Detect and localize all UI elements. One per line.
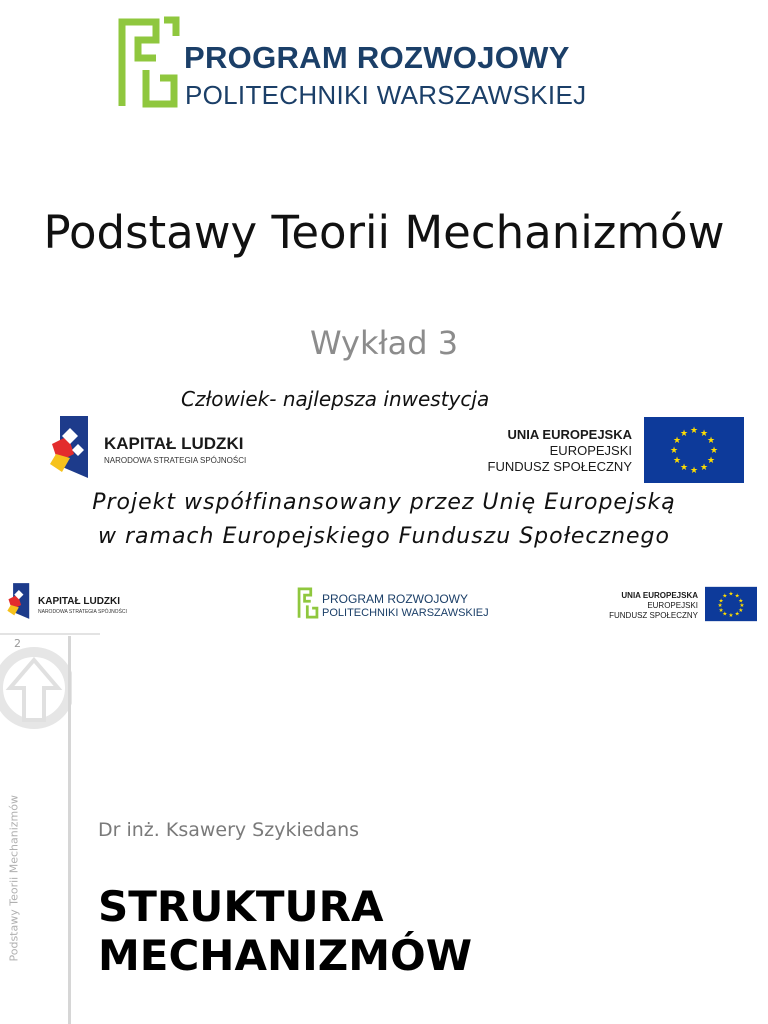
presentation-title: Podstawy Teorii Mechanizmów [43,206,725,259]
program-logo-small-line1: PROGRAM ROZWOJOWY [322,592,468,606]
svg-text:★: ★ [717,603,723,610]
svg-text:★: ★ [718,598,724,605]
svg-text:★: ★ [669,446,679,456]
eu-flag-icon [644,417,744,483]
svg-text:★: ★ [706,436,716,446]
program-logo-line1: PROGRAM ROZWOJOWY [184,40,570,75]
slide-heading-line1: STRUKTURA [98,882,384,931]
program-logo-small-line2: POLITECHNIKI WARSZAWSKIEJ [322,607,489,619]
svg-text:★: ★ [679,429,689,439]
svg-text:★: ★ [734,593,740,600]
kapital-ludzki-icon [48,414,96,480]
vertical-rule [68,636,71,1024]
kapital-ludzki-small-subtitle: NARODOWA STRATEGIA SPÓJNOŚCI [38,609,127,615]
svg-text:★: ★ [718,607,724,614]
side-course-title: Podstawy Teorii Mechanizmów [7,795,21,962]
svg-text:★: ★ [722,611,728,618]
svg-text:★: ★ [722,593,728,600]
ue-line3: FUNDUSZ SPOŁECZNY [487,459,632,474]
ue-small-line3: FUNDUSZ SPOŁECZNY [609,611,698,620]
eu-flag-small-icon [705,586,757,622]
slide-heading-line2: MECHANIZMÓW [98,931,473,980]
kapital-ludzki-small-title: KAPITAŁ LUDZKI [38,596,121,607]
page-number: 2 [14,637,21,650]
arrow-watermark-icon [0,636,72,746]
svg-text:★: ★ [679,463,689,473]
slogan: Człowiek- najlepsza inwestycja [181,387,490,411]
program-logo-line2: POLITECHNIKI WARSZAWSKIEJ [185,80,587,110]
kapital-ludzki-subtitle: NARODOWA STRATEGIA SPÓJNOŚCI [104,456,247,465]
svg-text:★: ★ [739,603,745,610]
svg-text:★: ★ [699,429,709,439]
svg-text:★: ★ [699,463,709,473]
svg-text:★: ★ [706,456,716,466]
project-line-1: Projekt współfinansowany przez Unię Europejską [92,490,676,515]
author-name: Dr inż. Ksawery Szykiedans [98,819,360,841]
svg-text:★: ★ [728,591,734,598]
slide-heading [98,882,472,980]
svg-text:★: ★ [672,456,682,466]
kapital-ludzki-title: KAPITAŁ LUDZKI [104,434,244,453]
svg-text:★: ★ [689,426,699,436]
ue-line1: UNIA EUROPEJSKA [507,427,632,442]
lecture-number: Wykład 3 [309,324,459,362]
svg-text:★: ★ [728,613,734,619]
program-logo-icon [116,16,180,110]
ue-line2: EUROPEJSKI [549,443,632,458]
svg-text:★: ★ [734,611,740,618]
program-logo-small-icon [297,586,319,620]
svg-text:★: ★ [738,607,744,614]
ue-small-line1: UNIA EUROPEJSKA [621,591,698,600]
svg-text:★: ★ [709,446,719,456]
svg-text:★: ★ [689,466,699,476]
slide-divider [0,633,100,635]
svg-text:★: ★ [738,598,744,605]
svg-text:★: ★ [672,436,682,446]
project-line-2: w ramach Europejskiego Funduszu Społecznego [98,524,670,549]
kapital-ludzki-small-icon [6,582,34,620]
ue-small-line2: EUROPEJSKI [647,601,698,610]
